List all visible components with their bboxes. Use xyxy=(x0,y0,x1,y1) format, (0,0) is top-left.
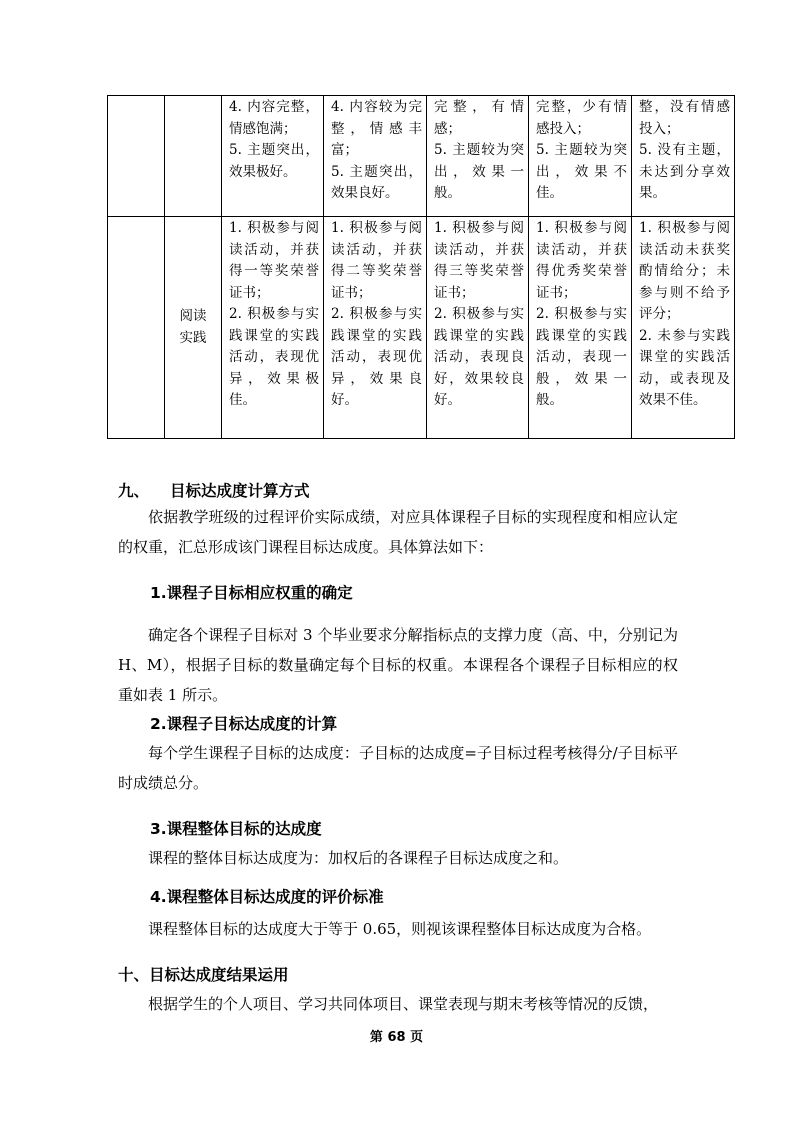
row-label-reading-practice: 阅读 实践 xyxy=(165,217,222,439)
subsection-2-text: 每个学生课程子目标的达成度：子目标的达成度=子目标过程考核得分/子目标平时成绩总分。 xyxy=(118,744,678,792)
subsection-1-heading: 1.课程子目标相应权重的确定 xyxy=(150,584,353,602)
criteria-cell-good: 1. 积极参与阅读活动，并获得二等奖荣誉证书； 2. 积极参与实践课堂的实践活动，表现优异，效果良好。 xyxy=(324,217,427,439)
section-9-intro: 依据教学班级的过程评价实际成绩，对应具体课程子目标的实现程度和相应认定的权重，汇总形成该门课程目标达成度。具体算法如下： xyxy=(118,508,678,556)
criteria-cell-fail: 1. 积极参与阅读活动未获奖酌情给分；未参与则不给予评分； 2. 未参与实践课堂的实践活动，或表现及效果不佳。 xyxy=(632,217,735,439)
section-9-title: 目标达成度计算方式 xyxy=(170,482,310,500)
section-10-text: 根据学生的个人项目、学习共同体项目、课堂表现与期末考核等情况的反馈， xyxy=(148,995,659,1013)
subsection-1-text: 确定各个课程子目标对 3 个毕业要求分解指标点的支撑力度（高、中，分别记为 H、M），根据子目标的数量确定每个目标的权重。本课程各个课程子目标相应的权重如表 1 所示。 xyxy=(118,626,678,704)
criteria-cell-fail: 整，没有情感投入； 5. 没有主题，未达到分享效果。 xyxy=(632,96,735,217)
criteria-cell-good: 4. 内容较为完整，情感丰富； 5. 主题突出，效果良好。 xyxy=(324,96,427,217)
row-label xyxy=(165,96,222,217)
table-cell-empty xyxy=(108,217,165,439)
subsection-3-text: 课程的整体目标达成度为：加权后的各课程子目标达成度之和。 xyxy=(148,849,569,867)
section-10-heading: 十、目标达成度结果运用 xyxy=(118,966,289,984)
subsection-4-heading: 4.课程整体目标达成度的评价标准 xyxy=(150,888,384,906)
subsection-4-text: 课程整体目标的达成度大于等于 0.65，则视该课程整体目标达成度为合格。 xyxy=(148,920,652,938)
subsection-3-heading: 3.课程整体目标的达成度 xyxy=(150,820,322,838)
subsection-2-heading: 2.课程子目标达成度的计算 xyxy=(150,715,338,733)
section-9-heading xyxy=(118,479,310,501)
criteria-cell-medium: 完整，有情感； 5. 主题较为突出，效果一般。 xyxy=(427,96,529,217)
criteria-cell-excellent: 4. 内容完整，情感饱满； 5. 主题突出，效果极好。 xyxy=(222,96,324,217)
criteria-cell-medium: 1. 积极参与阅读活动，并获得三等奖荣誉证书； 2. 积极参与实践课堂的实践活动，表现良好，效果较良好。 xyxy=(427,217,529,439)
grading-criteria-table xyxy=(107,95,735,439)
table-cell-empty xyxy=(108,96,165,217)
table-row xyxy=(108,217,735,439)
page-number: 第 68 页 xyxy=(369,1030,424,1045)
criteria-cell-pass: 完整，少有情感投入； 5. 主题较为突出，效果不佳。 xyxy=(529,96,632,217)
criteria-cell-pass: 1. 积极参与阅读活动，并获得优秀奖荣誉证书； 2. 积极参与实践课堂的实践活动，表现一般，效果一般。 xyxy=(529,217,632,439)
table-row xyxy=(108,96,735,217)
section-9-number: 九、 xyxy=(118,482,150,500)
criteria-cell-excellent: 1. 积极参与阅读活动，并获得一等奖荣誉证书； 2. 积极参与实践课堂的实践活动，表现优异，效果极佳。 xyxy=(222,217,324,439)
